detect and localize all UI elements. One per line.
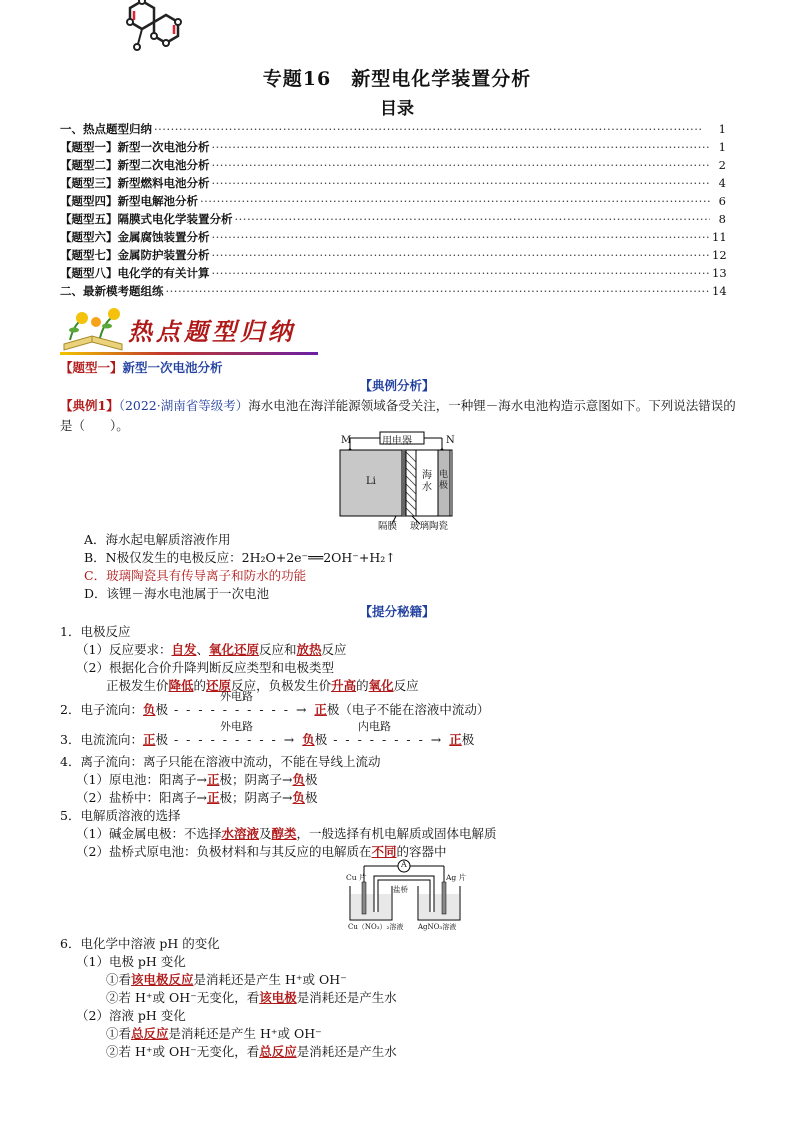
tip-5: 5．电解质溶液的选择 [60,808,181,823]
toc-item[interactable]: 二、最新模考题组练 ····· 14 [60,282,726,300]
toc-heading: 目录 [380,99,414,119]
tip-4b: （2）盐桥中：阳离子→正极；阴离子→负极 [76,790,318,805]
label-internal-circuit: 内电路 [358,720,391,733]
book-flower-icon [60,306,126,352]
bridge-label: 盐桥 [393,885,408,894]
option-a[interactable]: A．海水起电解质溶液作用 [84,532,231,547]
molecule-logo [118,0,198,56]
toc-item[interactable]: 【题型三】新型燃料电池分析 ····· 4 [60,174,726,192]
option-b[interactable]: B．N极仅发生的电极反应：2H₂O+2e⁻══2OH⁻+H₂↑ [84,550,396,565]
type-heading: 【题型一】新型一次电池分析 [60,360,223,375]
toc-item[interactable]: 【题型六】金属腐蚀装置分析 ····· 11 [60,228,726,246]
toc-item[interactable]: 【题型七】金属防护装置分析 ····· 12 [60,246,726,264]
tip-1c: 正极发生价降低的还原反应，负极发生价升高的氧化反应 [106,678,419,693]
table-of-contents [60,120,726,300]
tip-5a: （1）碱金属电极：不选择水溶液及醇类，一般选择有机电解质或固体电解质 [76,826,497,841]
tip-4a: （1）原电池：阳离子→正极；阴离子→负极 [76,772,318,787]
tip-1b: （2）根据化合价升降判断反应类型和电极类型 [76,660,334,675]
fig-label-n: N [446,435,455,446]
tip-2: 2．电子流向：负极 - - - - - - - - - - → 正极（电子不能在溶液中流动） [60,702,490,717]
tips-heading: 【提分秘籍】 [359,604,435,619]
banner-underline [60,352,318,355]
tip-6: 6．电化学中溶液 pH 的变化 [60,936,220,951]
tip-1a: （1）反应要求：自发、氧化还原反应和放热反应 [76,642,347,657]
tip-1: 1．电极反应 [60,624,131,639]
option-d[interactable]: D．该锂－海水电池属于一次电池 [84,586,270,601]
tip-6a: （1）电极 pH 变化 [76,954,186,969]
tip-6a2: ②若 H⁺或 OH⁻无变化，看该电极是消耗还是产生水 [106,990,397,1005]
example-heading: 【典例分析】 [359,378,435,393]
toc-item[interactable]: 【题型八】电化学的有关计算 ····· 13 [60,264,726,282]
toc-item[interactable]: 【题型二】新型二次电池分析 ····· 2 [60,156,726,174]
tip-4: 4．离子流向：离子只能在溶液中流动，不能在导线上流动 [60,754,381,769]
fig-label-m: M [341,435,352,446]
fig-label-membrane: 隔膜 [378,521,398,532]
tip-5b: （2）盐桥式原电池：负极材料和与其反应的电解质在不同的容器中 [76,844,447,859]
toc-item[interactable]: 【题型四】新型电解池分析 ····· 6 [60,192,726,210]
toc-item[interactable]: 【题型五】隔膜式电化学装置分析 ····· 8 [60,210,726,228]
fig-label-li: Li [366,476,376,487]
tip-6b: （2）溶液 pH 变化 [76,1008,186,1023]
label-external-circuit-2: 外电路 [220,720,253,733]
fig-label-seawater: 海水 [422,470,432,493]
cu-label: Cu 片 [346,873,367,882]
question-stem: 【典例1】（2022·湖南省等级考）海水电池在海洋能源领域备受关注，一种锂－海水电池构造示意图如下。下列说法错误的是（ ）。 [60,398,736,433]
right-solution-label: AgNO₃溶液 [418,923,457,931]
toc-item[interactable]: 【题型一】新型一次电池分析 ····· 1 [60,138,726,156]
fig-label-device: 用电器 [382,436,412,447]
page-title: 专题16 新型电化学装置分析 [262,68,532,90]
option-c[interactable]: C．玻璃陶瓷具有传导离子和防水的功能 [84,568,307,583]
toc-item[interactable]: 一、热点题型归纳 ····· 1 [60,120,726,138]
tip-3: 3．电流流向：正极 - - - - - - - - - → 负极 - - - - - - - - → 正极 [60,732,475,747]
fig-label-electrode: 电极 [439,470,449,491]
left-solution-label: Cu（NO₃）₂溶液 [348,923,404,931]
salt-bridge-diagram [344,858,468,932]
ag-label: Ag 片 [446,873,467,882]
tip-6b1: ①看总反应是消耗还是产生 H⁺或 OH⁻ [106,1026,322,1041]
tip-6a1: ①看该电极反应是消耗还是产生 H⁺或 OH⁻ [106,972,347,987]
label-external-circuit: 外电路 [220,690,253,703]
ammeter-label: A [401,860,407,869]
tip-6b2: ②若 H⁺或 OH⁻无变化，看总反应是消耗还是产生水 [106,1044,397,1059]
section-banner: 热点题型归纳 [128,317,296,346]
fig-label-ceramic: 玻璃陶瓷 [410,521,449,532]
